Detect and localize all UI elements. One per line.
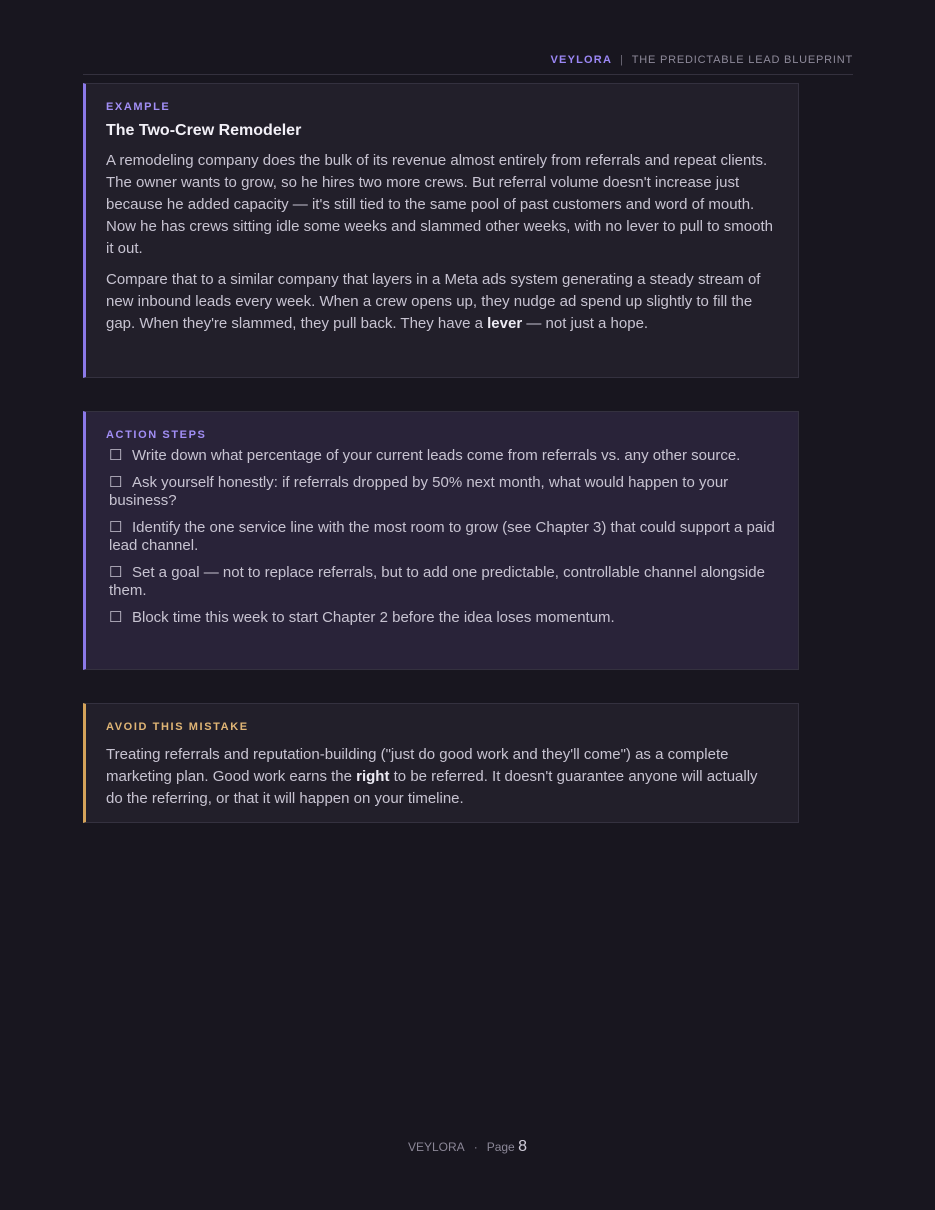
footer-page-label: Page [486,1140,515,1154]
header-doc-title: THE PREDICTABLE LEAD BLUEPRINT [631,54,853,66]
header-separator: | [620,54,624,66]
mistake-label: AVOID THIS MISTAKE [106,721,249,733]
checkbox-icon[interactable]: ☐ [109,474,123,491]
action-step [106,519,778,555]
action-step [106,564,778,600]
example-paragraph-1: A remodeling company does the bulk of its revenue almost entirely from referrals and repeat clients. The owner wants to grow, so he hires two more crews. But referral volume doesn't increase just because he added capacity — it's still tied to the same pool of past customers and word of mouth. Now he has crews sitting idle some weeks and slammed other weeks, with no lever to pull to smooth it out. [106,152,773,257]
page-number: 8 [518,1138,527,1155]
checkbox-icon[interactable]: ☐ [109,447,123,464]
action-step-text: Identify the one service line with the most room to grow (see Chapter 3) that could support a paid lead channel. [109,519,775,554]
example-paragraph-2 [106,269,778,335]
mistake-text-tail: to be referred. It doesn't guarantee anyone will actually do the referring, or that it will happen on your timeline. [106,768,758,807]
emphasis-lever: lever [487,315,523,332]
action-step-text: Block time this week to start Chapter 2 before the idea loses momentum. [132,609,615,626]
action-step [106,447,778,465]
checkbox-icon[interactable]: ☐ [109,519,123,536]
checkbox-icon[interactable]: ☐ [109,564,123,581]
mistake-text-body: Treating referrals and reputation-building ("just do good work and they'll come") as a complete marketing plan. Good work earns the [106,746,729,785]
checkbox-icon[interactable]: ☐ [109,609,123,626]
running-header [83,52,853,75]
action-steps-box [83,411,799,670]
example-box [83,83,799,378]
action-step [106,474,778,510]
action-step [106,609,778,627]
footer-brand: VEYLORA [408,1140,465,1154]
page-footer [0,1137,935,1157]
example-paragraph-2-text: Compare that to a similar company that layers in a Meta ads system generating a steady stream of new inbound leads every week. When a crew opens up, they nudge ad spend up slightly to fill the gap. When they're slammed, they pull back. They have a [106,271,761,332]
action-steps-list [106,447,778,627]
mistake-box [83,703,799,823]
action-step-text: Write down what percentage of your current leads come from referrals vs. any other source. [132,447,741,464]
example-title: The Two-Crew Remodeler [106,122,302,139]
action-steps-label: ACTION STEPS [106,429,207,441]
example-paragraph-2-tail: — not just a hope. [522,315,649,332]
action-step-text: Ask yourself honestly: if referrals dropped by 50% next month, what would happen to your business? [109,474,729,509]
example-label: EXAMPLE [106,101,171,113]
action-step-text: Set a goal — not to replace referrals, but to add one predictable, controllable channel alongside them. [109,564,765,599]
emphasis-right: right [356,768,390,785]
footer-dot: · [473,1140,478,1154]
header-brand: VEYLORA [550,54,613,66]
mistake-text [106,744,778,810]
